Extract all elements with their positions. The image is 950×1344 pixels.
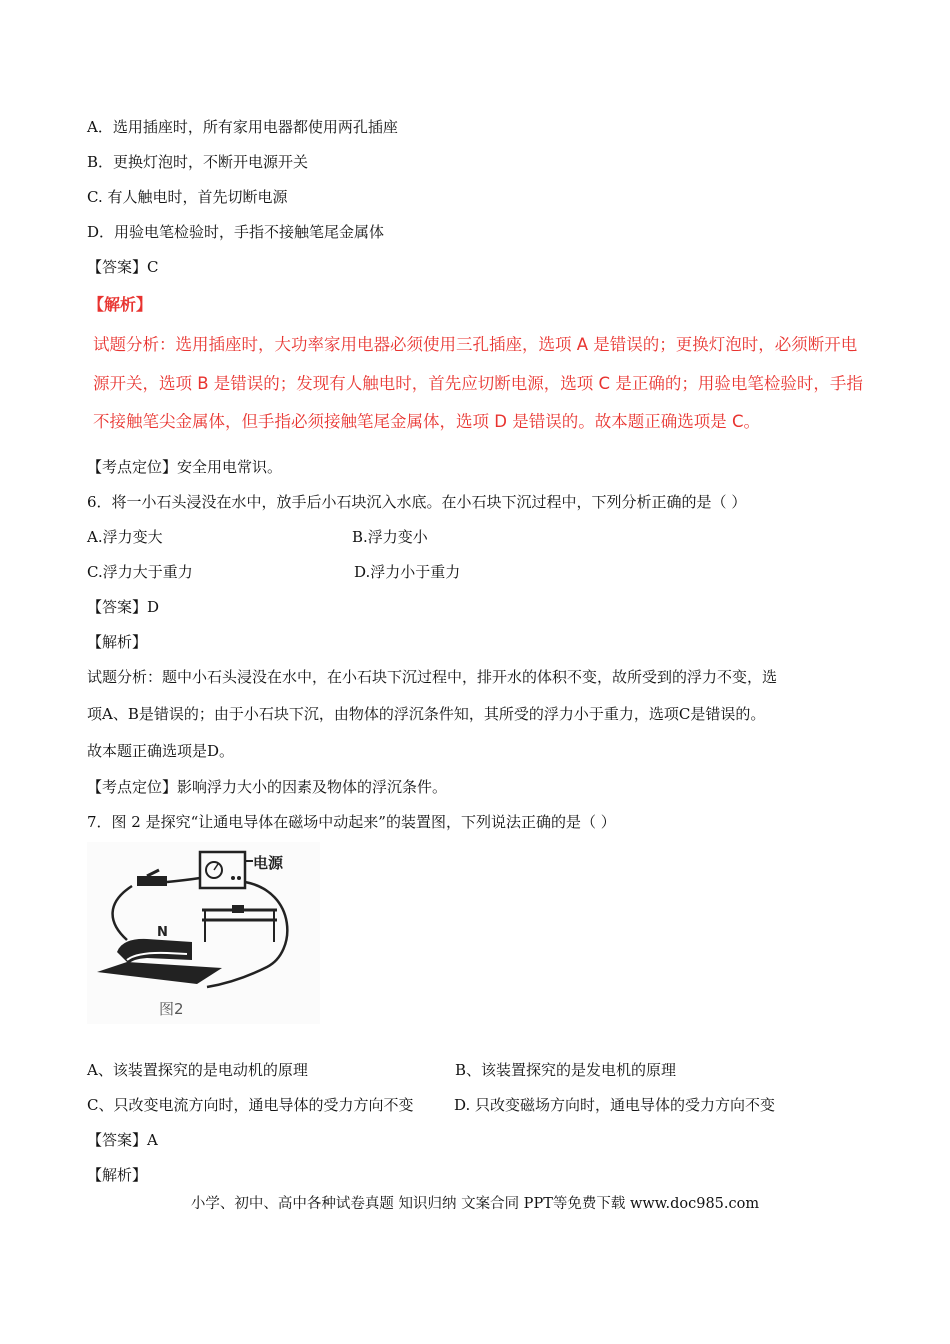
q7-option-c: C、只改变电流方向时，通电导体的受力方向不变	[87, 1096, 414, 1114]
switch	[137, 876, 167, 886]
q5-analysis-line-3: 不接触笔尖金属体，但手指必须接触笔尾金属体，选项 D 是错误的。故本题正确选项是 C。	[93, 412, 760, 431]
q5-analysis-heading: 【解析】	[88, 295, 153, 314]
q7-analysis-heading: 【解析】	[87, 1166, 148, 1184]
q5-analysis-line-1: 试题分析：选用插座时，大功率家用电器必须使用三孔插座，选项 A 是错误的；更换灯泡时，必须断开电	[93, 335, 858, 354]
power-label: 电源	[253, 854, 284, 872]
q6-analysis-line-1: 试题分析：题中小石头浸没在水中，在小石块下沉过程中，排开水的体积不变，故所受到的浮力不变，选	[87, 668, 778, 686]
q5-analysis-line-2: 源开关，选项 B 是错误的；发现有人触电时，首先应切断电源，选项 C 是正确的；用验电笔检验时，手指	[93, 374, 863, 393]
wire-left	[113, 886, 132, 940]
q5-answer: 【答案】C	[87, 258, 159, 276]
q6-option-d: D.浮力小于重力	[354, 563, 461, 581]
q6-option-b: B.浮力变小	[352, 528, 428, 546]
magnet-n-label: N	[157, 925, 168, 940]
q7-figure	[87, 842, 320, 1024]
q6-option-c: C.浮力大于重力	[87, 563, 193, 581]
q6-analysis-heading: 【解析】	[87, 633, 148, 651]
q5-option-c: C. 有人触电时，首先切断电源	[87, 188, 288, 206]
q7-option-b: B、该装置探究的是发电机的原理	[455, 1061, 677, 1079]
q5-option-d: D．用验电笔检验时，手指不接触笔尾金属体	[87, 223, 385, 241]
q7-answer: 【答案】A	[87, 1131, 158, 1149]
q6-answer: 【答案】D	[87, 598, 160, 616]
q7-option-a: A、该装置探究的是电动机的原理	[87, 1061, 308, 1079]
q5-option-a: A．选用插座时，所有家用电器都使用两孔插座	[87, 118, 398, 136]
apparatus-diagram	[87, 842, 320, 1024]
q6-question: 6．将一小石头浸没在水中，放手后小石块沉入水底。在小石块下沉过程中，下列分析正确的是（ ）	[87, 493, 747, 511]
base-board	[97, 962, 222, 984]
q6-option-a: A.浮力变大	[87, 528, 163, 546]
q5-key-point: 【考点定位】安全用电常识。	[87, 458, 283, 476]
q6-analysis-line-2: 项A、B是错误的；由于小石块下沉，由物体的浮沉条件知，其所受的浮力小于重力，选项C是错误的。	[87, 705, 766, 723]
q7-question: 7．图 2 是探究“让通电导体在磁场中动起来”的装置图，下列说法正确的是（ ）	[87, 813, 616, 831]
q6-analysis-line-3: 故本题正确选项是D。	[87, 742, 235, 760]
q6-key-point: 【考点定位】影响浮力大小的因素及物体的浮沉条件。	[87, 778, 448, 796]
page-footer: 小学、初中、高中各种试卷真题 知识归纳 文案合同 PPT等免费下载 www.doc985.com	[190, 1196, 760, 1212]
q7-option-d: D. 只改变磁场方向时，通电导体的受力方向不变	[454, 1096, 776, 1114]
q5-option-b: B．更换灯泡时，不断开电源开关	[87, 153, 309, 171]
conductor-rod	[232, 905, 244, 913]
figure-caption: 图2	[159, 1000, 184, 1018]
wire-right	[207, 882, 287, 987]
